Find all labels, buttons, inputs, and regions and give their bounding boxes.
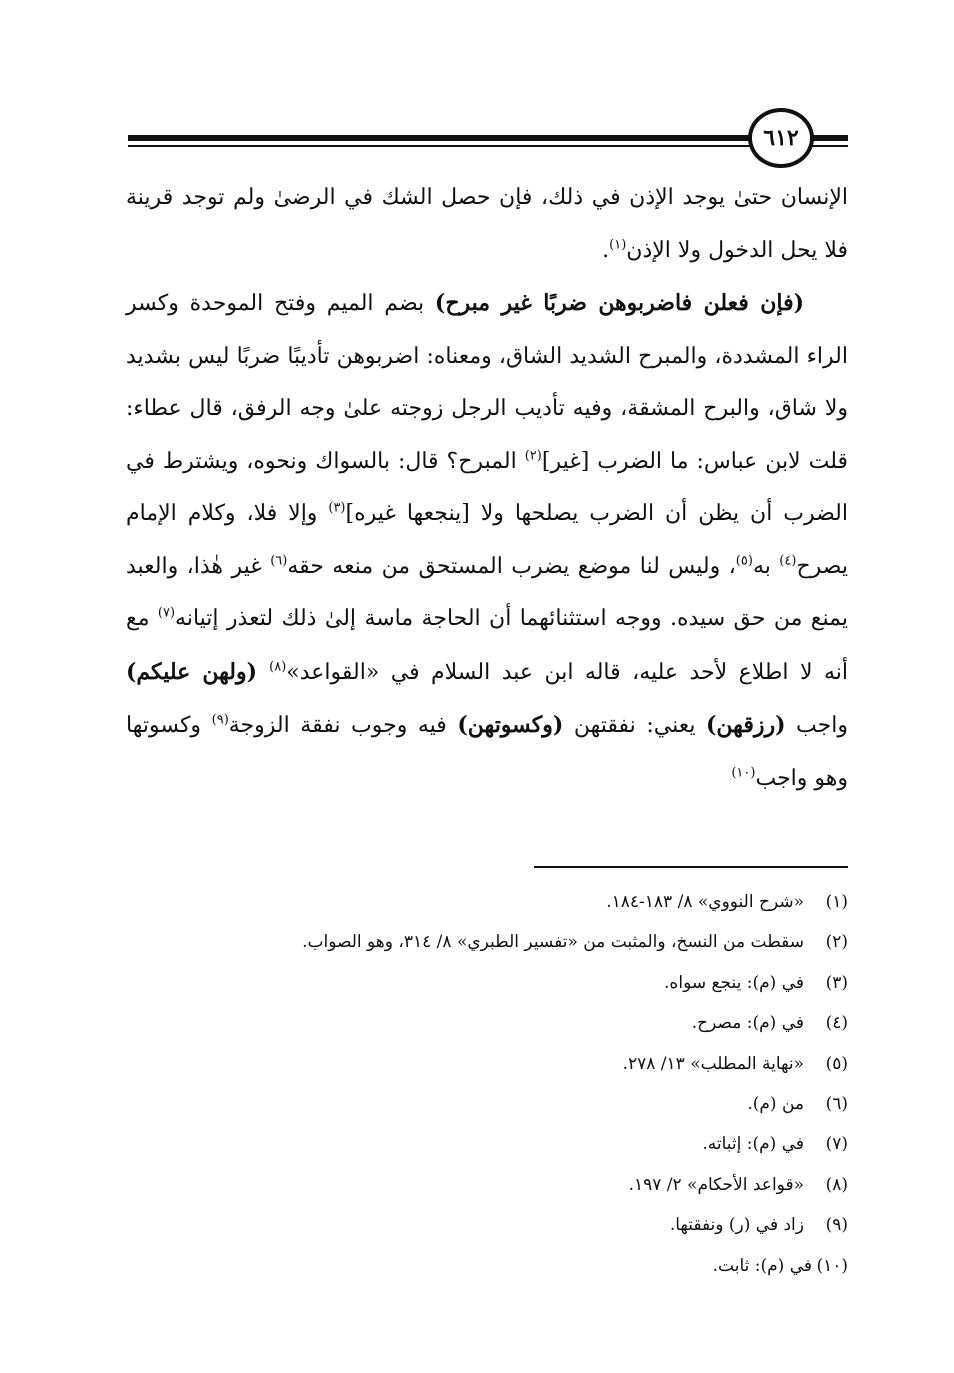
footnote-ref: (٣) [328,500,346,516]
text-line: [غير] [541,448,590,474]
footnote-text: «نهاية المطلب» ١٣/ ٢٧٨. [622,1053,804,1074]
page-header [128,100,848,180]
footnote-text: زاد في (ر) ونفقتها. [669,1215,804,1236]
footnote-text: «قواعد الأحكام» ٢/ ١٩٧. [628,1174,804,1195]
quoted-hadith: (رزقهن) [706,712,786,738]
text-fragment: مع أنه لا اطلاع لأحد عليه، قاله ابن عبد [126,606,849,685]
text-line: إلىٰ ذلك لتعذر إتيانه [175,606,357,631]
footnote-number: (٨) [825,1174,848,1195]
paragraph-1 [126,172,848,277]
footnote-item [148,922,848,962]
footnote-number: (٧) [825,1134,848,1155]
footnote-ref: (١) [609,237,627,253]
text-fragment: . [602,237,610,263]
text-line: زوجته علىٰ وجه الرفق، قال عطاء: قلت لابن عباس: ما الضرب [126,396,848,474]
footnote-ref: (٧) [157,605,176,621]
quoted-hadith: (فإن فعلن فاضربوهن ضربًا غير مبرح) [434,290,804,316]
text-line: يصرح [796,553,848,579]
main-text [126,172,848,805]
footnote-ref: (٦) [270,553,288,569]
text-line: هٰذا، والعبد يمنع من حق سيده. ووجه استثنائهما أن الحاجة ماسة [126,553,848,631]
footnote-number: (٤) [825,1013,848,1034]
text-line: أن الضرب يصلحها ولا [ينجعها غيره] [345,501,688,526]
text-line: الإنسان حتىٰ يوجد الإذن في ذلك، فإن حصل الشك في الرضىٰ ولم [233,185,848,210]
header-rule-thin [128,145,848,147]
footnote-ref: (٤) [779,553,797,569]
footnote-text: من (م). [747,1094,804,1115]
text-fragment: وكسوتها وهو واجب [126,713,848,791]
footnote-item [148,1246,848,1286]
footnote-item [148,963,848,1003]
footnote-number: (٦) [825,1094,848,1115]
footnote-number: (٥) [825,1053,848,1074]
text-line: فيه وجوب نفقة الزوجة [228,713,458,738]
footnote-number: (٩) [825,1215,848,1236]
footnote-item [148,1205,848,1245]
footnote-ref: (٢) [524,448,542,464]
text-fragment: ، وليس لنا موضع يضرب المستحق من منعه حقه [287,553,736,579]
footnote-number: (٣) [825,972,848,993]
footnote-text: في (م): ينجع سواه. [664,972,804,993]
footnote-text: «شرح النووي» ٨/ ١٨٣-١٨٤. [606,892,804,912]
footnote-ref: (٥) [735,553,753,569]
page-number: ٦١٢ [748,108,814,168]
text-fragment: يعني: نفقتهن [573,713,707,738]
quoted-hadith: (ولهن عليكم) [126,658,270,685]
footnote-item [148,1084,848,1124]
footnote-ref: (٩) [211,712,229,728]
footnote-ref: (١٠) [731,765,756,781]
footnote-item [148,1003,848,1043]
footnotes-list [148,882,848,1286]
text-line: وكسر الراء المشددة، والمبرح الشديد الشاق، ومعناه: اضربوهن [126,291,849,369]
footnote-number: (١٠) [816,1255,848,1276]
footnote-number: (٢) [825,932,848,953]
text-line: بضم الميم وفتح الموحدة [189,291,435,316]
text-fragment: وإلا فلا، وكلام الإمام [126,501,329,526]
text-fragment: المبرح؟ قال: بالسواك ونحوه، ويشترط في الضرب أن يظن [126,448,848,526]
text-fragment: به [752,553,780,579]
footnote-item [148,1044,848,1084]
footnote-text: في (م): ثابت. [712,1255,812,1276]
footnote-text: في (م): إثباته. [702,1134,804,1155]
footnote-item [148,882,848,922]
footnote-text: في (م): مصرح. [691,1013,804,1034]
text-line: تأديبًا ضربًا ليس بشديد ولا شاق، والبرح المشقة، وفيه تأديب الرجل [126,343,848,421]
footnote-text: سقطت من النسخ، والمثبت من «تفسير الطبري» ٨/ ٣١٤، وهو الصواب. [302,932,804,953]
quoted-hadith: (وكسوتهن) [457,712,564,738]
text-fragment: واجب [785,713,848,738]
footnote-item [148,1124,848,1164]
header-rule-thick [128,135,848,141]
footnote-ref: (٨) [269,659,287,675]
footnote-number: (١) [825,892,848,912]
text-fragment: غير [231,553,271,579]
footnote-separator [534,866,848,868]
footnote-item [148,1165,848,1205]
text-line: السلام في «القواعد» [286,659,491,685]
paragraph-2 [126,277,848,805]
text-line: توجد قرينة فلا يحل الدخول ولا الإذن [126,185,848,263]
